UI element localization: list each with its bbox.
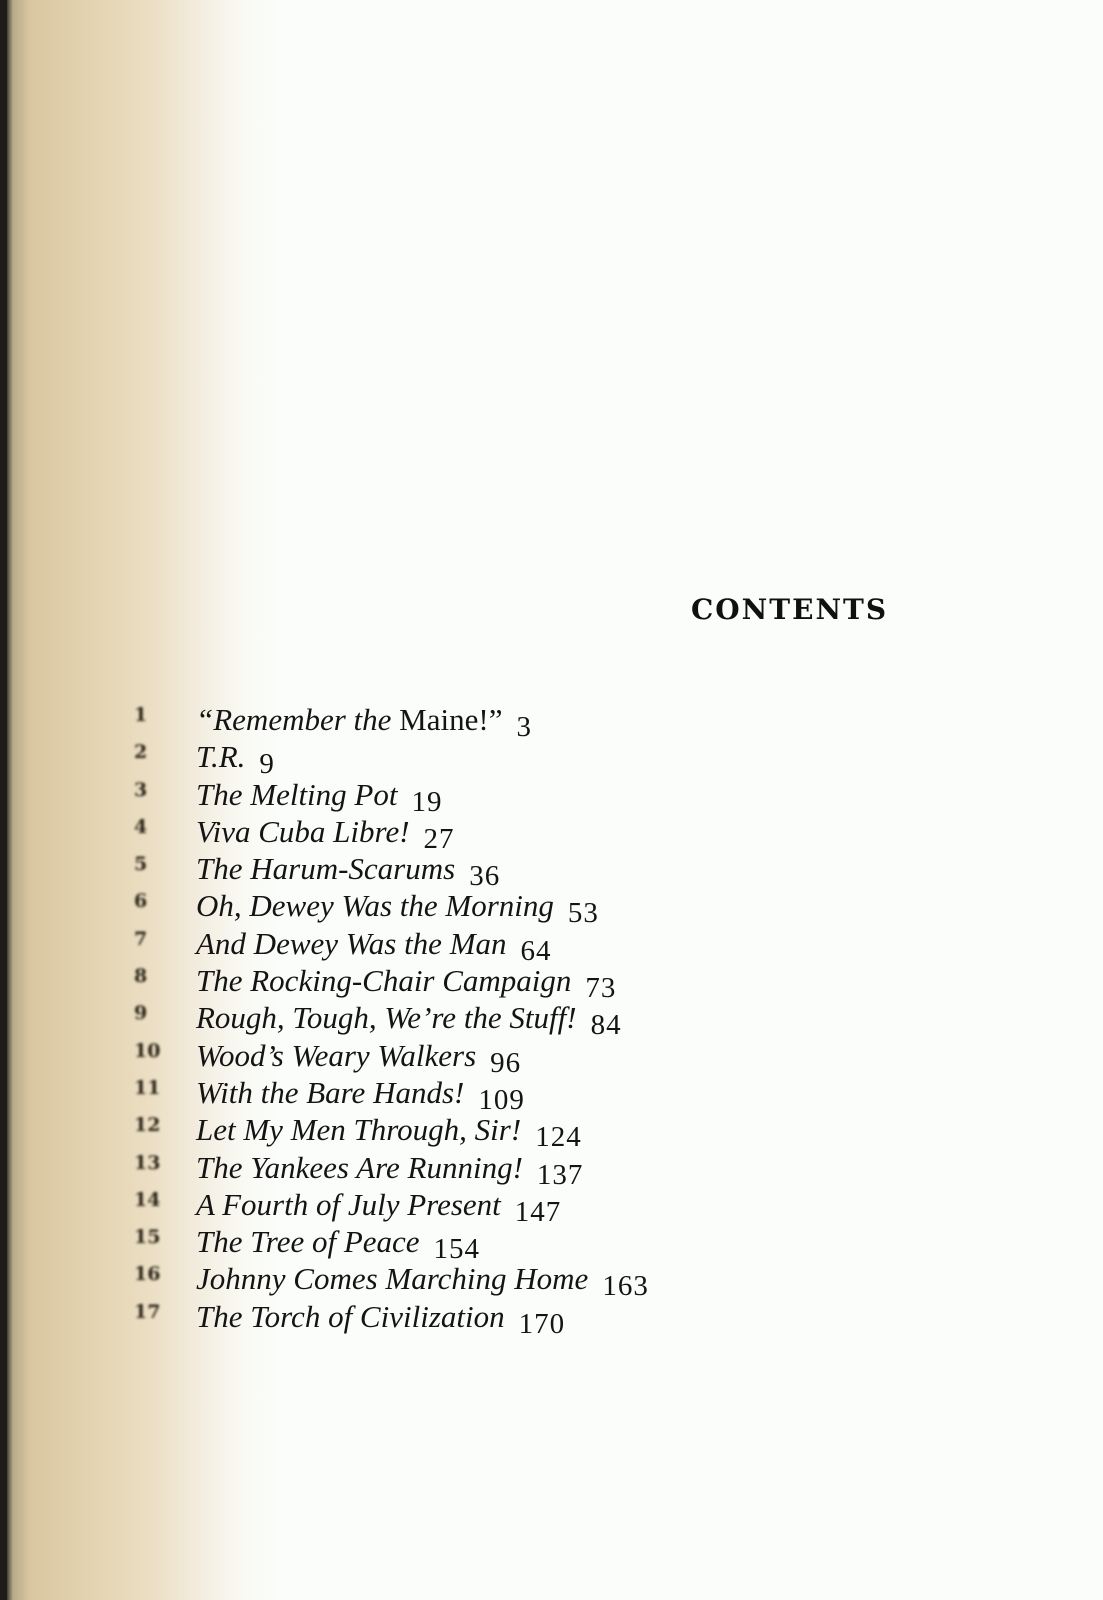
chapter-title-line xyxy=(196,888,599,930)
chapter-title: Johnny Comes Marching Home xyxy=(196,1261,589,1297)
chapter-title-line xyxy=(196,1186,562,1228)
chapter-title: “Remember the xyxy=(196,702,392,737)
chapter-number: 16 xyxy=(134,1263,161,1286)
page-number: 170 xyxy=(518,1307,566,1340)
chapter-title-line xyxy=(196,1224,481,1266)
chapter-number: 11 xyxy=(134,1076,161,1099)
toc-entry xyxy=(0,702,1103,743)
chapter-title: The Melting Pot xyxy=(196,776,398,812)
chapter-title: A Fourth of July Present xyxy=(196,1186,501,1222)
chapter-title: Wood’s Weary Walkers xyxy=(196,1037,477,1073)
chapter-title: The Harum-Scarums xyxy=(196,851,456,887)
toc-entry xyxy=(0,813,1103,855)
page-number: 27 xyxy=(423,822,455,855)
toc-entry xyxy=(0,776,1103,818)
toc-entry xyxy=(0,1261,1103,1303)
page-number: 36 xyxy=(469,860,501,893)
chapter-title-line xyxy=(196,813,455,855)
chapter-number: 14 xyxy=(134,1188,161,1211)
chapter-title: The Torch of Civilization xyxy=(196,1298,505,1334)
toc-entry xyxy=(0,1186,1103,1228)
chapter-title: The Tree of Peace xyxy=(196,1224,420,1260)
toc-entry xyxy=(0,851,1103,893)
toc-entry xyxy=(0,1037,1103,1079)
chapter-title-line xyxy=(196,925,552,967)
chapter-title: Viva Cuba Libre! xyxy=(196,813,410,849)
page-number: 147 xyxy=(514,1195,562,1228)
page-number: 64 xyxy=(520,934,552,967)
chapter-title-line xyxy=(196,963,617,1005)
chapter-number: 6 xyxy=(134,890,148,913)
chapter-title: T.R. xyxy=(196,739,246,775)
chapter-number: 12 xyxy=(134,1114,161,1137)
toc-entry xyxy=(0,1149,1103,1191)
chapter-title-line xyxy=(196,1000,622,1042)
page-number: 124 xyxy=(535,1121,582,1154)
chapter-number: 8 xyxy=(134,965,148,988)
chapter-number: 2 xyxy=(134,741,148,764)
chapter-number: 13 xyxy=(134,1151,161,1174)
toc-entry xyxy=(0,1298,1103,1340)
chapter-number: 9 xyxy=(134,1002,148,1025)
page-number: 53 xyxy=(567,897,599,930)
contents-heading: CONTENTS xyxy=(691,593,889,626)
chapter-title: Rough, Tough, We’re the Stuff! xyxy=(196,1000,577,1036)
chapter-title-line xyxy=(196,1149,584,1191)
chapter-number: 10 xyxy=(134,1039,161,1062)
chapter-number: 4 xyxy=(134,815,148,838)
chapter-title-line xyxy=(196,1261,649,1303)
chapter-title: With the Bare Hands! xyxy=(196,1074,465,1110)
toc-entry xyxy=(0,925,1103,967)
chapter-number: 7 xyxy=(134,927,148,950)
chapter-number: 1 xyxy=(134,704,148,726)
page-number: 73 xyxy=(585,972,617,1005)
chapter-title-line xyxy=(196,1112,582,1154)
chapter-title-line xyxy=(196,1037,522,1079)
page-number: 137 xyxy=(536,1158,584,1191)
chapter-title: The Rocking-Chair Campaign xyxy=(196,963,572,999)
chapter-title: Let My Men Through, Sir! xyxy=(196,1112,522,1148)
toc-entry xyxy=(0,888,1103,930)
page-number: 9 xyxy=(259,748,275,781)
toc-entry xyxy=(0,1074,1103,1116)
chapter-title: And Dewey Was the Man xyxy=(196,925,507,961)
toc-entry xyxy=(0,739,1103,781)
chapter-title-line xyxy=(196,851,501,893)
chapter-title-line xyxy=(196,776,443,818)
page-number: 163 xyxy=(602,1270,649,1303)
chapter-title-line xyxy=(196,1298,566,1340)
chapter-number: 17 xyxy=(134,1300,161,1323)
table-of-contents xyxy=(0,702,1103,1340)
chapter-title: The Yankees Are Running! xyxy=(196,1149,523,1185)
toc-entry xyxy=(0,963,1103,1005)
page-number: 96 xyxy=(490,1046,522,1079)
page-number: 154 xyxy=(433,1233,481,1266)
chapter-title-line xyxy=(196,739,275,781)
chapter-number: 15 xyxy=(134,1226,161,1249)
page-number: 19 xyxy=(411,785,443,818)
chapter-number: 3 xyxy=(134,778,148,801)
chapter-number: 5 xyxy=(134,853,148,876)
page-number: 84 xyxy=(590,1009,622,1042)
chapter-title-line xyxy=(196,702,532,743)
page-number: 109 xyxy=(478,1083,525,1116)
chapter-title: Oh, Dewey Was the Morning xyxy=(196,888,554,924)
page-number: 3 xyxy=(516,711,532,743)
chapter-title-roman: Maine!” xyxy=(391,702,503,737)
toc-entry xyxy=(0,1000,1103,1042)
toc-entry xyxy=(0,1112,1103,1154)
toc-entry xyxy=(0,1224,1103,1266)
chapter-title-line xyxy=(196,1074,525,1116)
